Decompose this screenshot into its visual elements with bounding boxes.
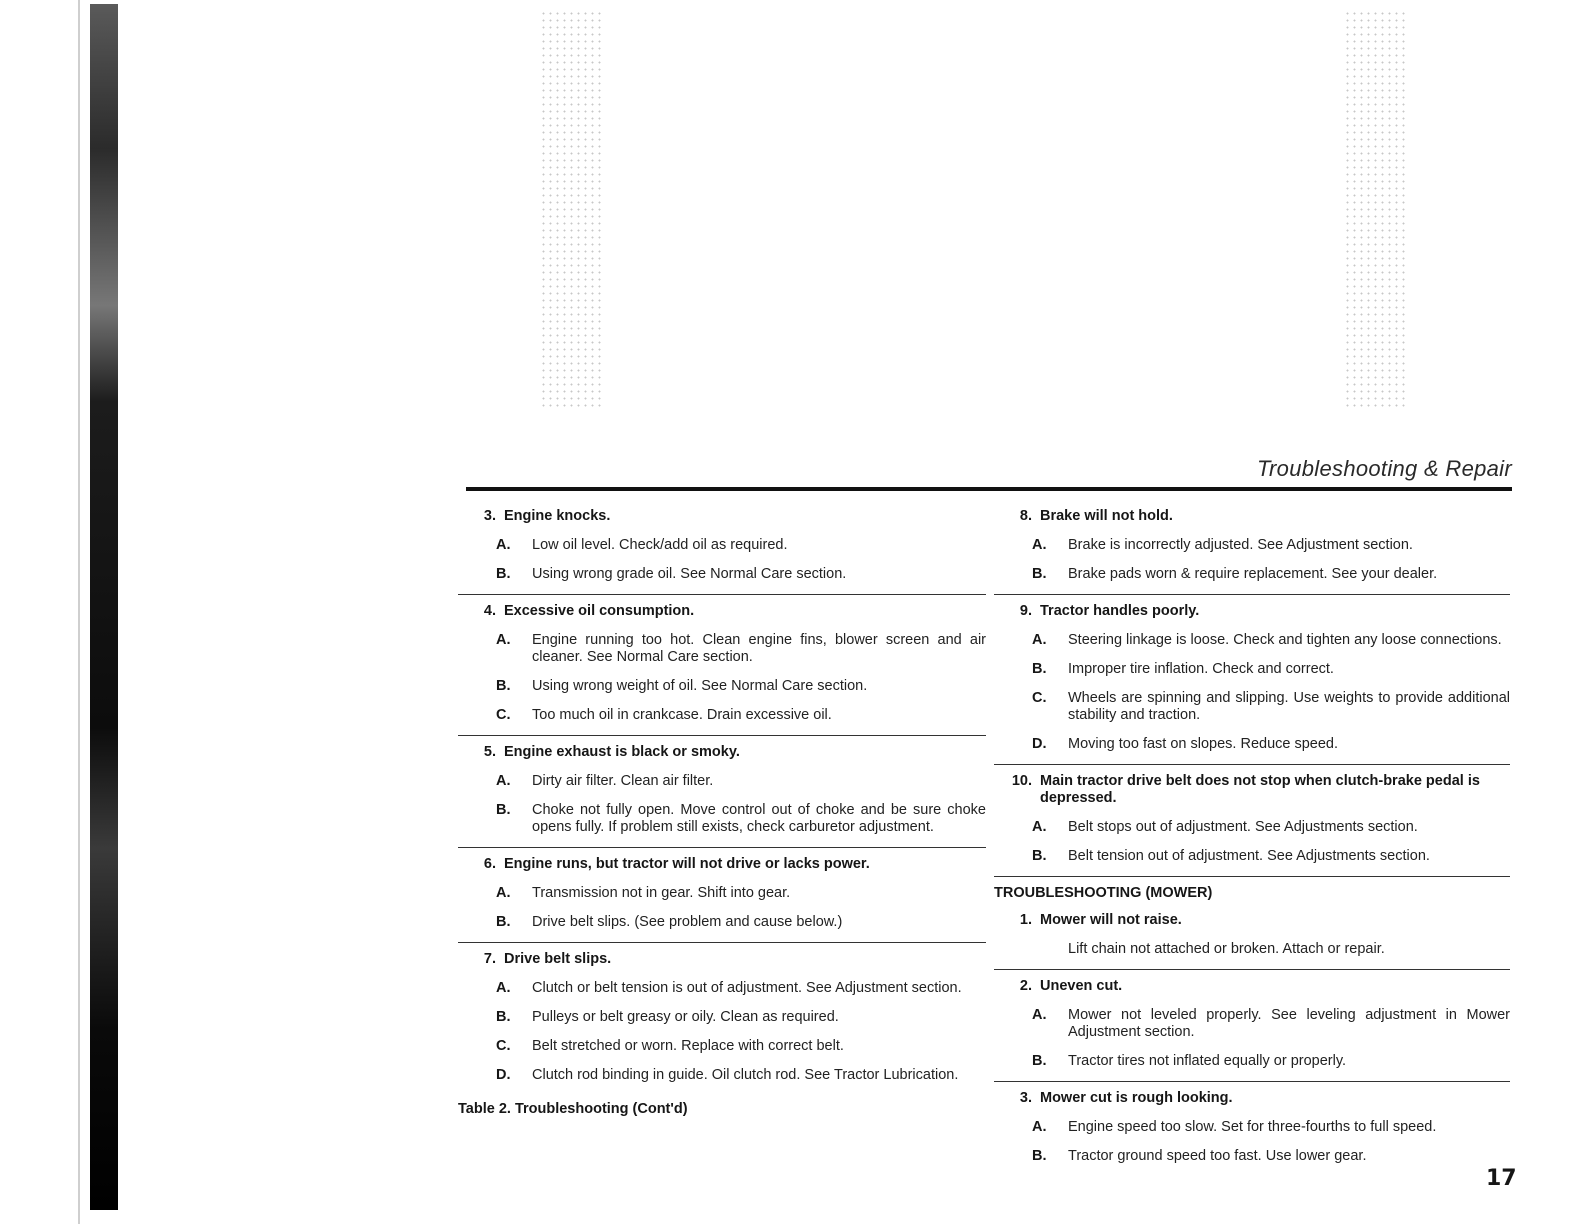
problem-block <box>994 508 1510 595</box>
problem-title <box>994 773 1510 807</box>
cause-text: Lift chain not attached or broken. Attach or repair. <box>1068 941 1385 957</box>
problem-title-text: Excessive oil consumption. <box>504 603 695 619</box>
problem-number: 8. <box>1019 508 1032 524</box>
problem-title <box>994 508 1510 525</box>
cause-row <box>458 980 986 997</box>
cause-row <box>994 690 1510 724</box>
problem-block <box>994 773 1510 877</box>
cause-row <box>994 632 1510 649</box>
cause-row <box>458 678 986 695</box>
cause-row <box>458 707 986 724</box>
cause-text: Steering linkage is loose. Check and tighten any loose connections. <box>1068 632 1502 648</box>
cause-text: Wheels are spinning and slipping. Use weights to provide additional stability and traction. <box>1068 690 1510 723</box>
cause-row <box>994 941 1510 958</box>
cause-text: Moving too fast on slopes. Reduce speed. <box>1068 736 1339 752</box>
cause-row <box>458 914 986 931</box>
problem-title-text: Uneven cut. <box>1040 978 1123 994</box>
cause-text: Belt stretched or worn. Replace with correct belt. <box>532 1038 844 1054</box>
problem-block <box>458 603 986 736</box>
cause-text: Engine running too hot. Clean engine fins, blower screen and air cleaner. See Normal Care section. <box>532 632 986 665</box>
cause-text: Tractor ground speed too fast. Use lower gear. <box>1068 1148 1367 1164</box>
cause-text: Choke not fully open. Move control out of choke and be sure choke opens fully. If problem still exists, check carburetor adjustment. <box>532 802 986 835</box>
problem-number: 2. <box>1019 978 1032 994</box>
cause-label: B. <box>496 566 511 582</box>
problem-block <box>994 978 1510 1082</box>
cause-label: A. <box>1032 1007 1047 1023</box>
cause-row <box>458 632 986 666</box>
problem-block <box>994 603 1510 765</box>
problem-number: 3. <box>1019 1090 1032 1106</box>
page-number: 17 <box>1486 1166 1517 1191</box>
problem-title <box>994 978 1510 995</box>
cause-label: A. <box>1032 1119 1047 1135</box>
problem-number: 5. <box>483 744 496 760</box>
cause-text: Using wrong grade oil. See Normal Care section. <box>532 566 847 582</box>
cause-text: Clutch or belt tension is out of adjustment. See Adjustment section. <box>532 980 962 996</box>
cause-text: Improper tire inflation. Check and correct. <box>1068 661 1334 677</box>
cause-label: C. <box>496 707 511 723</box>
book-spine-shadow <box>90 4 118 1210</box>
cause-label: A. <box>496 537 511 553</box>
cause-label: A. <box>496 980 511 996</box>
cause-label: D. <box>1032 736 1047 752</box>
cause-text: Low oil level. Check/add oil as required. <box>532 537 788 553</box>
cause-label: B. <box>496 678 511 694</box>
cause-label: B. <box>496 802 511 818</box>
problem-block <box>458 951 986 1095</box>
problem-title-text: Engine runs, but tractor will not drive or lacks power. <box>504 856 870 872</box>
cause-text: Drive belt slips. (See problem and cause below.) <box>532 914 843 930</box>
cause-label: B. <box>1032 566 1047 582</box>
cause-row <box>994 819 1510 836</box>
cause-row <box>994 661 1510 678</box>
problem-title-text: Engine exhaust is black or smoky. <box>504 744 740 760</box>
cause-label: A. <box>496 773 511 789</box>
problem-title-text: Tractor handles poorly. <box>1040 603 1200 619</box>
left-column <box>458 508 986 1118</box>
problem-number: 9. <box>1019 603 1032 619</box>
cause-label: B. <box>1032 1148 1047 1164</box>
cause-text: Mower not leveled properly. See leveling adjustment in Mower Adjustment section. <box>1068 1007 1510 1040</box>
scan-speckle-right <box>1344 10 1408 410</box>
cause-text: Pulleys or belt greasy or oily. Clean as required. <box>532 1009 839 1025</box>
cause-label: C. <box>1032 690 1047 706</box>
problem-title <box>994 912 1510 929</box>
problem-block <box>458 744 986 848</box>
cause-text: Dirty air filter. Clean air filter. <box>532 773 714 789</box>
cause-row <box>458 773 986 790</box>
cause-text: Engine speed too slow. Set for three-fourths to full speed. <box>1068 1119 1437 1135</box>
problem-number: 4. <box>483 603 496 619</box>
cause-text: Too much oil in crankcase. Drain excessive oil. <box>532 707 832 723</box>
page-header-title: Troubleshooting & Repair <box>1256 456 1512 481</box>
cause-label: A. <box>496 632 511 648</box>
cause-label: B. <box>1032 661 1047 677</box>
problem-title-text: Engine knocks. <box>504 508 611 524</box>
cause-label: B. <box>496 1009 511 1025</box>
cause-text: Tractor tires not inflated equally or properly. <box>1068 1053 1347 1069</box>
header-rule <box>466 487 1512 491</box>
problem-number: 6. <box>483 856 496 872</box>
cause-row <box>458 1067 986 1084</box>
problem-block <box>458 856 986 943</box>
cause-row <box>994 848 1510 865</box>
problem-title <box>994 603 1510 620</box>
problem-block <box>458 508 986 595</box>
cause-label: D. <box>496 1067 511 1083</box>
scan-speckle-left <box>540 10 604 410</box>
problem-number: 3. <box>483 508 496 524</box>
cause-label: A. <box>1032 819 1047 835</box>
cause-row <box>458 566 986 583</box>
problem-number: 10. <box>1011 773 1032 789</box>
problem-title <box>458 856 986 873</box>
cause-label: B. <box>1032 848 1047 864</box>
problem-title-text: Main tractor drive belt does not stop when clutch-brake pedal is depressed. <box>1040 773 1480 806</box>
cause-label: A. <box>496 885 511 901</box>
cause-label <box>994 941 1068 958</box>
cause-label: C. <box>496 1038 511 1054</box>
problem-title <box>458 744 986 761</box>
cause-row <box>458 802 986 836</box>
table-caption: Table 2. Troubleshooting (Cont'd) <box>458 1101 688 1117</box>
cause-row <box>994 736 1510 753</box>
problem-block <box>994 912 1510 970</box>
cause-row <box>994 1053 1510 1070</box>
cause-text: Using wrong weight of oil. See Normal Care section. <box>532 678 868 694</box>
problem-title <box>458 951 986 968</box>
cause-text: Belt tension out of adjustment. See Adjustments section. <box>1068 848 1430 864</box>
page-binding-edge <box>78 0 80 1224</box>
problem-title-text: Drive belt slips. <box>504 951 612 967</box>
cause-label: A. <box>1032 632 1047 648</box>
cause-text: Transmission not in gear. Shift into gear. <box>532 885 791 901</box>
mower-section-heading: TROUBLESHOOTING (MOWER) <box>994 885 1213 901</box>
cause-row <box>458 885 986 902</box>
problem-title-text: Brake will not hold. <box>1040 508 1173 524</box>
cause-row <box>458 1038 986 1055</box>
cause-label: B. <box>1032 1053 1047 1069</box>
problem-block <box>994 1090 1510 1176</box>
problem-number: 1. <box>1019 912 1032 928</box>
problem-title <box>458 603 986 620</box>
cause-label: B. <box>496 914 511 930</box>
cause-row <box>994 1148 1510 1165</box>
problem-title <box>994 1090 1510 1107</box>
cause-row <box>994 566 1510 583</box>
problem-title-text: Mower cut is rough looking. <box>1040 1090 1233 1106</box>
cause-text: Belt stops out of adjustment. See Adjustments section. <box>1068 819 1418 835</box>
right-column <box>994 508 1510 1184</box>
problem-number: 7. <box>483 951 496 967</box>
cause-row <box>994 1119 1510 1136</box>
problem-title <box>458 508 986 525</box>
cause-text: Brake pads worn & require replacement. See your dealer. <box>1068 566 1438 582</box>
cause-row <box>458 537 986 554</box>
cause-text: Clutch rod binding in guide. Oil clutch rod. See Tractor Lubrication. <box>532 1067 959 1083</box>
cause-row <box>994 1007 1510 1041</box>
cause-text: Brake is incorrectly adjusted. See Adjustment section. <box>1068 537 1413 553</box>
cause-row <box>994 537 1510 554</box>
cause-label: A. <box>1032 537 1047 553</box>
problem-title-text: Mower will not raise. <box>1040 912 1182 928</box>
cause-row <box>458 1009 986 1026</box>
